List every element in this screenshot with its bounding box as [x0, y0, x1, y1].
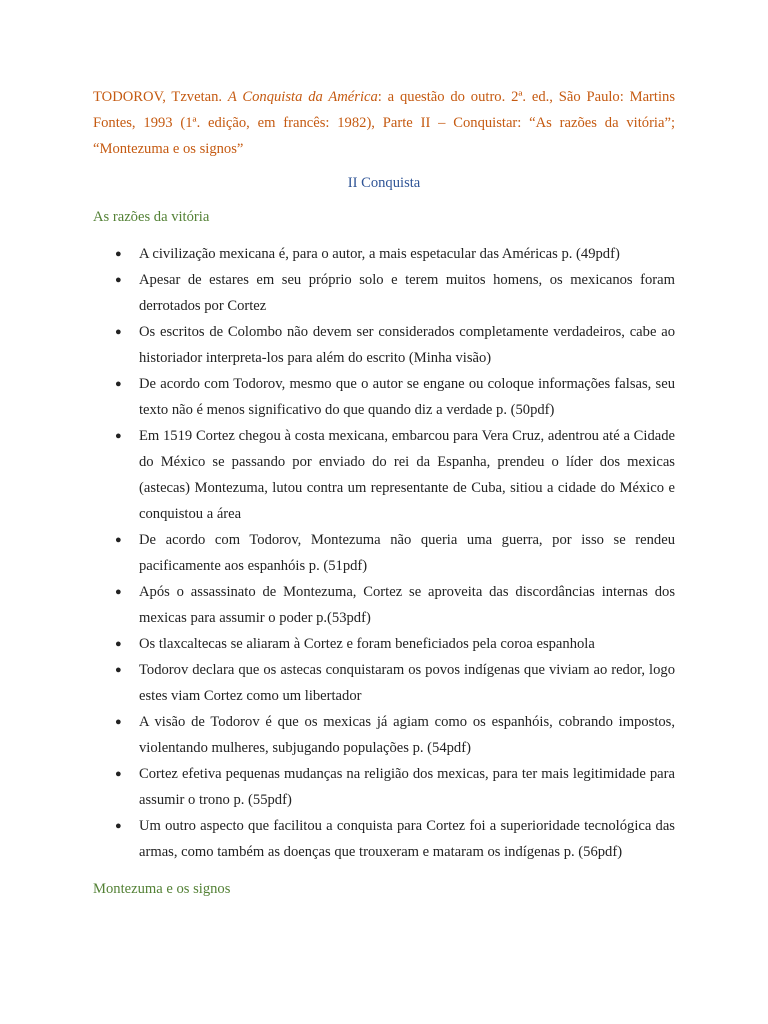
- subheading-razoes-da-vitoria: As razões da vitória: [93, 209, 210, 225]
- list-item-text: De acordo com Todorov, mesmo que o autor se engane ou coloque informações falsas, seu texto não é menos significativo do que quando diz a verdade p. (50pdf): [139, 376, 675, 418]
- list-item: [93, 319, 675, 371]
- bullet-icon: ●: [115, 768, 122, 780]
- list-item-text: Um outro aspecto que facilitou a conquista para Cortez foi a superioridade tecnológica das armas, como também as doenças que trouxeram e mataram os indígenas p. (56pdf): [139, 818, 675, 860]
- list-item: [93, 527, 675, 579]
- list-item-text: Os escritos de Colombo não devem ser considerados completamente verdadeiros, cabe ao historiador interpreta-los para além do escrito (Minha visão): [139, 324, 675, 366]
- list-item-text: Todorov declara que os astecas conquistaram os povos indígenas que viviam ao redor, logo estes viam Cortez como um libertador: [139, 662, 675, 704]
- bullet-icon: ●: [115, 716, 122, 728]
- bullet-icon: ●: [115, 326, 122, 338]
- list-item-text: Apesar de estares em seu próprio solo e terem muitos homens, os mexicanos foram derrotados por Cortez: [139, 272, 675, 314]
- list-item: [93, 709, 675, 761]
- list-item-text: De acordo com Todorov, Montezuma não queria uma guerra, por isso se rendeu pacificamente aos espanhóis p. (51pdf): [139, 532, 675, 574]
- list-item: [93, 657, 675, 709]
- bibliographic-citation: [93, 84, 675, 162]
- bullet-icon: ●: [115, 248, 122, 260]
- bullet-icon: ●: [115, 638, 122, 650]
- citation-title: A Conquista da América: [227, 89, 378, 105]
- list-item: [93, 813, 675, 865]
- bullet-icon: ●: [115, 378, 122, 390]
- section-title: II Conquista: [347, 175, 421, 191]
- document-page: [93, 84, 675, 899]
- bullet-icon: ●: [115, 664, 122, 676]
- bullet-icon: ●: [115, 534, 122, 546]
- citation-author: TODOROV, Tzvetan.: [93, 89, 228, 105]
- bullet-icon: ●: [115, 586, 122, 598]
- list-item: [93, 631, 675, 657]
- list-item: [93, 267, 675, 319]
- list-item-text: Cortez efetiva pequenas mudanças na religião dos mexicas, para ter mais legitimidade para assumir o trono p. (55pdf): [139, 766, 675, 808]
- list-item-text: A civilização mexicana é, para o autor, a mais espetacular das Américas p. (49pdf): [139, 246, 620, 262]
- list-item: [93, 371, 675, 423]
- list-item: [93, 423, 675, 527]
- bullet-icon: ●: [115, 274, 122, 286]
- list-item-text: A visão de Todorov é que os mexicas já agiam como os espanhóis, cobrando impostos, violentando mulheres, subjugando populações p. (54pdf): [139, 714, 675, 756]
- list-item-text: Após o assassinato de Montezuma, Cortez se aproveita das discordâncias internas dos mexicas para assumir o poder p.(53pdf): [139, 584, 675, 626]
- citation-details: : a questão do outro. 2ª. ed., São Paulo: Martins Fontes, 1993 (1ª. edição, em francês: 1982), Parte II – Conquistar: “As razões da vitória”; “Montezuma e os signos”: [93, 89, 676, 157]
- bullet-icon: ●: [115, 820, 122, 832]
- list-item: [93, 761, 675, 813]
- list-item: [93, 579, 675, 631]
- list-item: [93, 241, 675, 267]
- list-item-text: Em 1519 Cortez chegou à costa mexicana, embarcou para Vera Cruz, adentrou até a Cidade do México se passando por enviado do rei da Espanha, prendeu o líder dos mexicas (astecas) Montezuma, lutou contra um representante de Cuba, sitiou a cidade do México e conquistou a área: [139, 428, 675, 522]
- subheading-montezuma-e-os-signos: Montezuma e os signos: [93, 881, 231, 897]
- list-item-text: Os tlaxcaltecas se aliaram à Cortez e foram beneficiados pela coroa espanhola: [139, 636, 595, 652]
- bullet-icon: ●: [115, 430, 122, 442]
- bullet-list: [93, 241, 675, 865]
